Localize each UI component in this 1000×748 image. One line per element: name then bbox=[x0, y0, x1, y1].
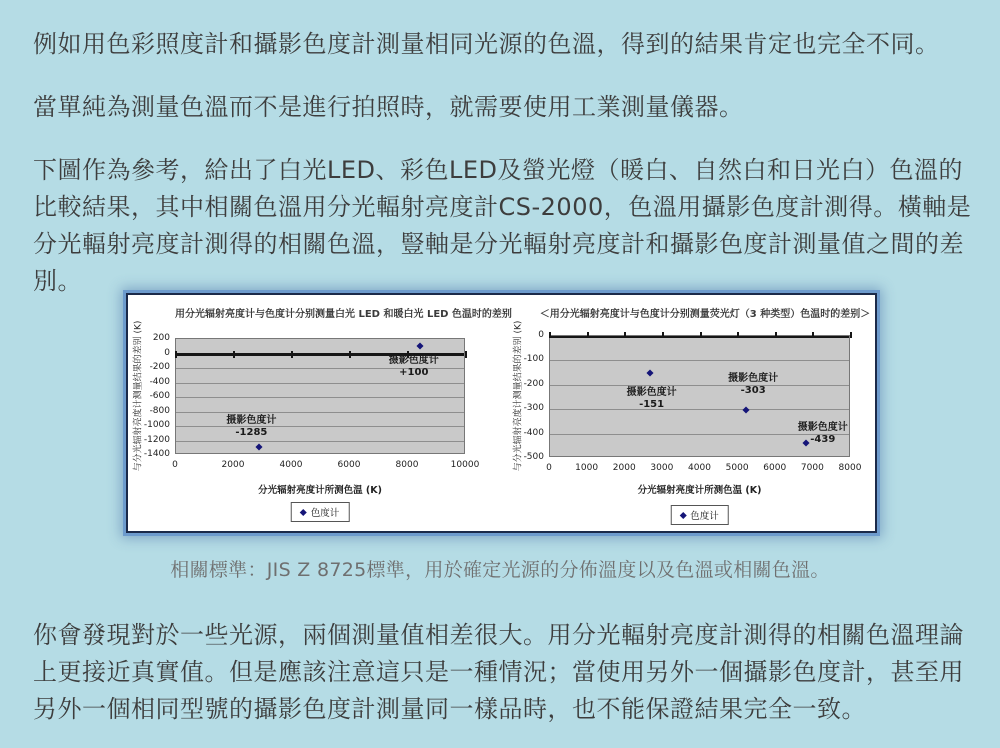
plot-area bbox=[175, 338, 465, 454]
data-point bbox=[416, 343, 423, 350]
x-axis-tick bbox=[233, 351, 235, 358]
x-axis-tick bbox=[737, 332, 739, 338]
figure-caption: 相關標準：JIS Z 8725標準，用於確定光源的分佈溫度以及色溫或相關色溫。 bbox=[170, 559, 830, 581]
x-axis-tick bbox=[850, 332, 852, 338]
y-tick-label: -1200 bbox=[143, 434, 170, 445]
annotation-line: -1285 bbox=[235, 426, 268, 438]
gridline bbox=[176, 441, 464, 442]
y-tick-label: -300 bbox=[523, 403, 544, 414]
x-tick-label: 1000 bbox=[575, 463, 599, 473]
x-tick-label: 4000 bbox=[279, 460, 303, 470]
x-axis-tick bbox=[587, 332, 589, 338]
x-axis-label: 分光辐射亮度计所测色温 (K) bbox=[258, 485, 382, 496]
annotation bbox=[389, 355, 439, 379]
y-tick-label: -800 bbox=[149, 405, 170, 416]
chart-title: 用分光辐射亮度计与色度计分别测量白光 LED 和暖白光 LED 色温时的差别 bbox=[175, 309, 512, 320]
x-axis-tick bbox=[349, 351, 351, 358]
x-axis-tick bbox=[549, 332, 551, 338]
x-tick-label: 3000 bbox=[650, 463, 674, 473]
x-tick-label: 6000 bbox=[763, 463, 787, 473]
y-tick-label: -200 bbox=[149, 362, 170, 372]
annotation-line: -439 bbox=[810, 433, 836, 445]
annotation-line: 摄影色度计 bbox=[226, 414, 277, 426]
x-tick-label: 5000 bbox=[725, 463, 749, 473]
legend bbox=[291, 502, 350, 522]
y-tick-label: -1400 bbox=[143, 449, 170, 459]
gridline bbox=[176, 412, 464, 413]
y-axis-label: 与分光辐射亮度计测量结果的差别 (K) bbox=[513, 320, 524, 472]
x-axis-label: 分光辐射亮度计所测色温 (K) bbox=[637, 485, 762, 496]
gridline bbox=[176, 383, 464, 384]
annotation-line: +100 bbox=[399, 367, 429, 379]
x-tick-label: 8000 bbox=[395, 460, 419, 470]
data-point bbox=[255, 443, 262, 450]
annotation bbox=[226, 415, 276, 439]
y-tick-label: 0 bbox=[164, 347, 170, 358]
gridline bbox=[550, 409, 849, 410]
x-tick-label: 4000 bbox=[688, 463, 711, 473]
annotation-line: 摄影色度计 bbox=[388, 355, 439, 367]
x-tick-label: 10000 bbox=[450, 460, 480, 470]
annotation bbox=[627, 387, 677, 411]
x-axis-tick bbox=[624, 332, 626, 338]
x-axis-tick bbox=[465, 351, 467, 358]
annotation bbox=[728, 373, 778, 397]
y-tick-label: -500 bbox=[523, 452, 544, 462]
legend-label: 色度计 bbox=[690, 511, 719, 522]
annotation-line: 摄影色度计 bbox=[797, 421, 848, 433]
legend-label: 色度计 bbox=[310, 508, 340, 519]
data-point bbox=[646, 369, 653, 376]
x-tick-label: 2000 bbox=[612, 463, 636, 473]
gridline bbox=[550, 360, 849, 361]
paragraph-instrument: 當單純為測量色溫而不是進行拍照時，就需要使用工業測量儀器。 bbox=[33, 93, 744, 121]
x-tick-label: 6000 bbox=[337, 460, 361, 470]
annotation-line: 摄影色度计 bbox=[728, 372, 779, 384]
x-tick-label: 0 bbox=[546, 463, 552, 473]
data-point bbox=[742, 406, 749, 413]
y-tick-label: 0 bbox=[538, 330, 544, 340]
legend bbox=[670, 505, 729, 525]
annotation-line: -303 bbox=[740, 384, 766, 396]
x-axis-tick bbox=[775, 332, 777, 338]
y-tick-label: -400 bbox=[149, 376, 170, 387]
y-tick-label: -100 bbox=[523, 354, 544, 365]
x-tick-label: 7000 bbox=[800, 463, 824, 473]
x-tick-label: 0 bbox=[172, 460, 178, 470]
comparison-charts-figure bbox=[126, 293, 877, 533]
paragraph-intro: 例如用色彩照度計和攝影色度計測量相同光源的色溫，得到的結果肯定也完全不同。 bbox=[33, 30, 940, 58]
x-axis-tick bbox=[662, 332, 664, 338]
x-axis-tick bbox=[700, 332, 702, 338]
chart-title: ＜用分光辐射亮度计与色度计分别测量荧光灯（3 种类型）色温时的差别＞ bbox=[539, 309, 871, 320]
x-axis-tick bbox=[175, 351, 177, 358]
paragraph-figure-description: 下圖作為參考，給出了白光LED、彩色LED及螢光燈（暖白、自然白和日光白）色溫的比較結果，其中相關色溫用分光輻射亮度計CS-2000，色溫用攝影色度計測得。橫軸是分光輻射亮度計測得的相關色溫，豎軸是分光輻射亮度計和攝影色度計測量值之間的差別。 bbox=[33, 156, 972, 295]
plot-area bbox=[549, 335, 850, 457]
y-tick-label: -600 bbox=[149, 391, 170, 401]
paragraph-conclusion: 你會發現對於一些光源，兩個測量值相差很大。用分光輻射亮度計測得的相關色溫理論上更接近真實值。但是應該注意這只是一種情況；當使用另外一個攝影色度計，甚至用另外一個相同型號的攝影色度計測量同一樣品時，也不能保證結果完全一致。 bbox=[33, 621, 964, 723]
y-tick-label: 200 bbox=[152, 333, 170, 343]
annotation-line: 摄影色度计 bbox=[626, 387, 677, 399]
annotation-line: -151 bbox=[639, 399, 665, 411]
gridline bbox=[176, 426, 464, 427]
x-tick-label: 2000 bbox=[221, 460, 245, 470]
x-axis-tick bbox=[812, 332, 814, 338]
x-axis-tick bbox=[291, 351, 293, 358]
gridline bbox=[550, 385, 849, 386]
legend-marker-icon bbox=[300, 508, 307, 515]
y-axis-label: 与分光辐射亮度计测量结果的差别 (K) bbox=[133, 320, 144, 472]
legend-marker-icon bbox=[679, 511, 686, 518]
y-tick-label: -200 bbox=[523, 378, 544, 389]
y-tick-label: -400 bbox=[523, 427, 544, 438]
gridline bbox=[176, 397, 464, 398]
annotation bbox=[798, 422, 848, 446]
x-tick-label: 8000 bbox=[838, 463, 862, 473]
y-tick-label: -1000 bbox=[143, 420, 170, 430]
